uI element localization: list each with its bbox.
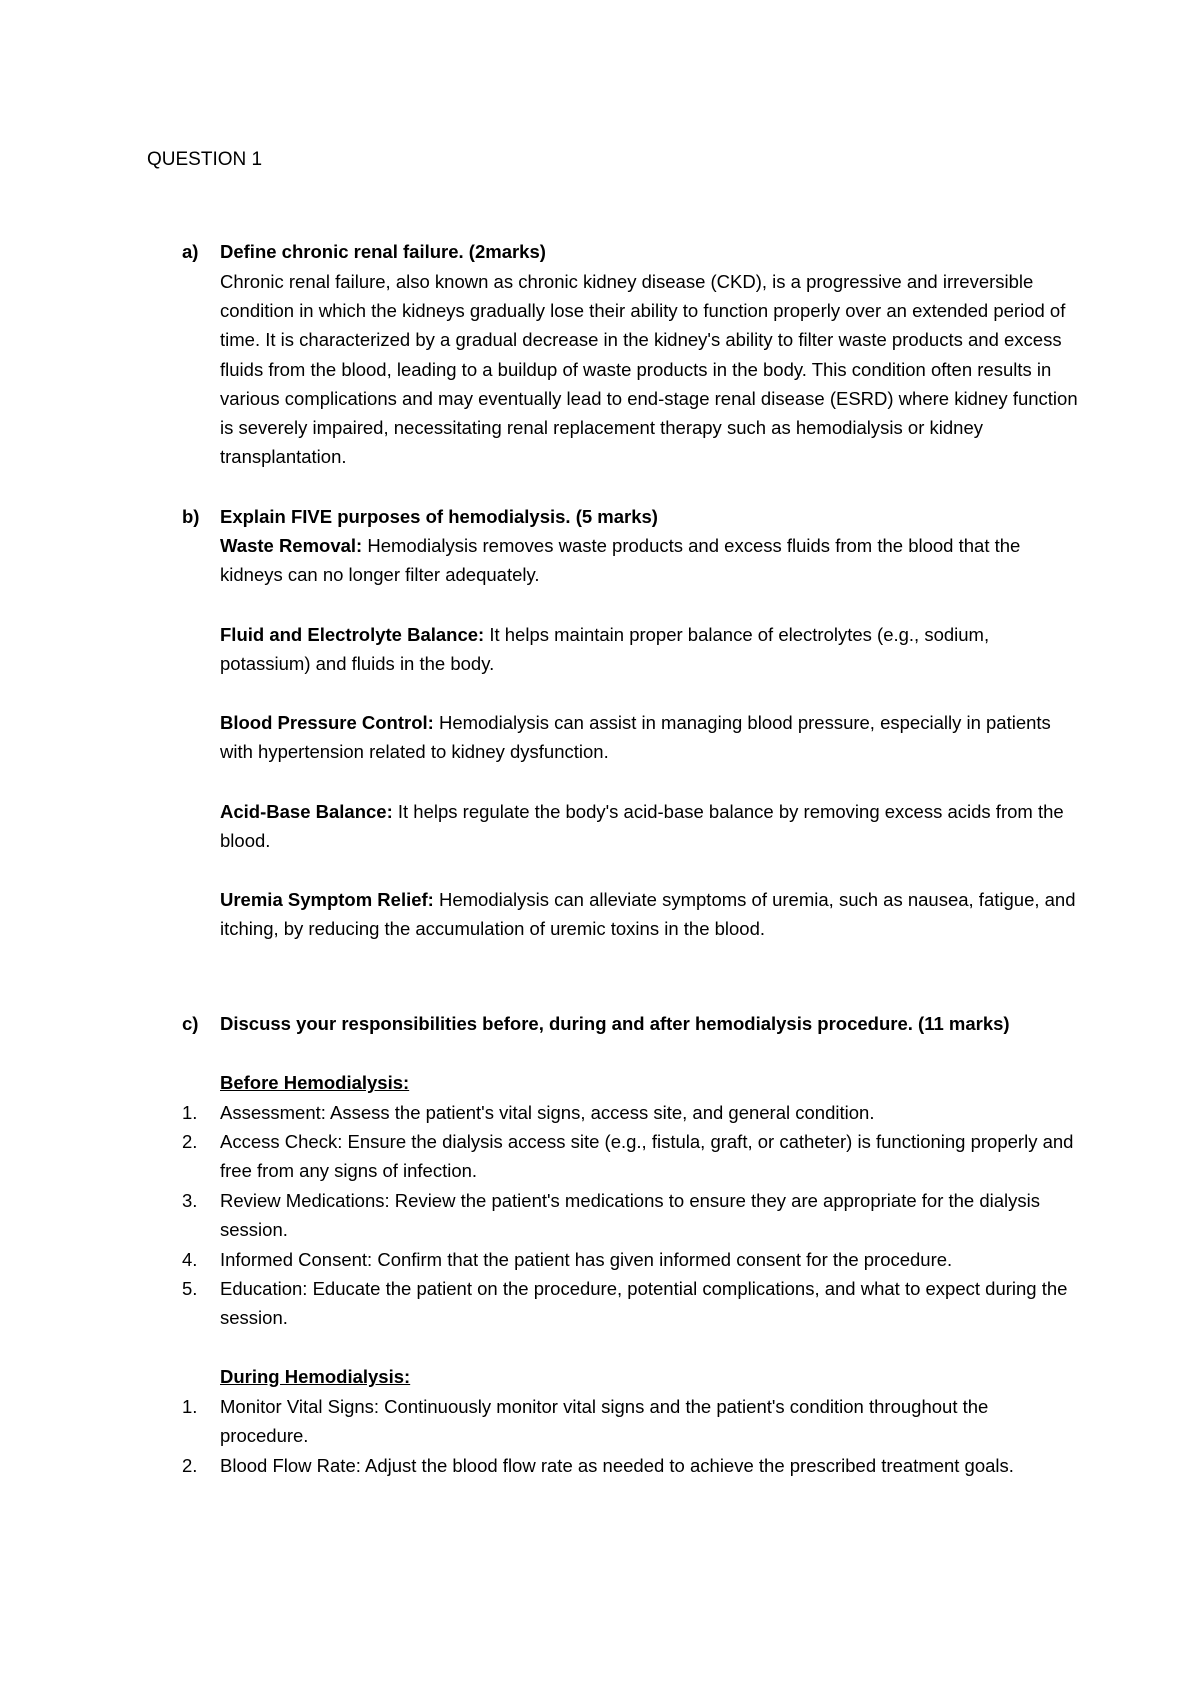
purpose-text: Hemodialysis can assist in managing blood pressure, especially in patients with hypertension related to kidney dysfunction.	[220, 712, 1051, 763]
purpose-text: It helps regulate the body's acid-base balance by removing excess acids from the blood.	[220, 801, 1064, 852]
part-b-letter: b)	[182, 506, 200, 527]
part-a-heading: Define chronic renal failure. (2marks)	[220, 241, 546, 262]
list-item: Informed Consent: Confirm that the patient has given informed consent for the procedure.	[220, 1249, 953, 1270]
purpose-item	[220, 885, 1080, 943]
list-number: 1.	[182, 1102, 198, 1123]
part-a-letter: a)	[182, 241, 199, 262]
purpose-item	[220, 531, 1080, 589]
part-a-answer: Chronic renal failure, also known as chronic kidney disease (CKD), is a progressive and irreversible condition in which the kidneys gradually lose their ability to function properly over an extended period of time. It is characterized by a gradual decrease in the kidney's ability to filter waste products and excess fluids from the blood, leading to a buildup of waste products in the body. This condition often results in various complications and may eventually lead to end-stage renal disease (ESRD) where kidney function is severely impaired, necessitating renal replacement therapy such as hemodialysis or kidney transplantation.	[220, 271, 1078, 468]
purpose-term: Uremia Symptom Relief:	[220, 889, 434, 910]
list-number: 3.	[182, 1190, 198, 1211]
during-hemodialysis-title: During Hemodialysis:	[220, 1366, 411, 1387]
before-hemodialysis-title: Before Hemodialysis:	[220, 1072, 410, 1093]
list-item: Access Check: Ensure the dialysis access site (e.g., fistula, graft, or catheter) is functioning properly and free from any signs of infection.	[220, 1131, 1074, 1182]
purpose-item	[220, 797, 1080, 855]
purpose-item	[220, 708, 1080, 766]
question-title: QUESTION 1	[147, 149, 263, 170]
purpose-text: It helps maintain proper balance of electrolytes (e.g., sodium, potassium) and fluids in the body.	[220, 624, 990, 675]
list-number: 4.	[182, 1249, 198, 1270]
part-c-letter: c)	[182, 1013, 199, 1034]
part-b-heading: Explain FIVE purposes of hemodialysis. (5 marks)	[220, 506, 658, 527]
purpose-text: Hemodialysis can alleviate symptoms of uremia, such as nausea, fatigue, and itching, by reducing the accumulation of uremic toxins in the blood.	[220, 889, 1076, 940]
purpose-term: Fluid and Electrolyte Balance:	[220, 624, 485, 645]
list-item: Review Medications: Review the patient's medications to ensure they are appropriate for the dialysis session.	[220, 1190, 1041, 1241]
list-number: 2.	[182, 1131, 198, 1152]
list-item: Assessment: Assess the patient's vital signs, access site, and general condition.	[220, 1102, 875, 1123]
list-number: 2.	[182, 1455, 198, 1476]
list-number: 5.	[182, 1278, 198, 1299]
purpose-term: Waste Removal:	[220, 535, 363, 556]
purpose-text: Hemodialysis removes waste products and excess fluids from the blood that the kidneys can no longer filter adequately.	[220, 535, 1021, 586]
part-c-heading: Discuss your responsibilities before, during and after hemodialysis procedure. (11 marks)	[220, 1013, 1010, 1034]
list-number: 1.	[182, 1396, 198, 1417]
list-item: Monitor Vital Signs: Continuously monitor vital signs and the patient's condition throughout the procedure.	[220, 1396, 989, 1447]
list-item: Education: Educate the patient on the procedure, potential complications, and what to expect during the session.	[220, 1278, 1068, 1329]
purpose-term: Blood Pressure Control:	[220, 712, 434, 733]
purpose-item	[220, 620, 1080, 678]
list-item: Blood Flow Rate: Adjust the blood flow rate as needed to achieve the prescribed treatment goals.	[220, 1455, 1014, 1476]
purpose-term: Acid-Base Balance:	[220, 801, 393, 822]
